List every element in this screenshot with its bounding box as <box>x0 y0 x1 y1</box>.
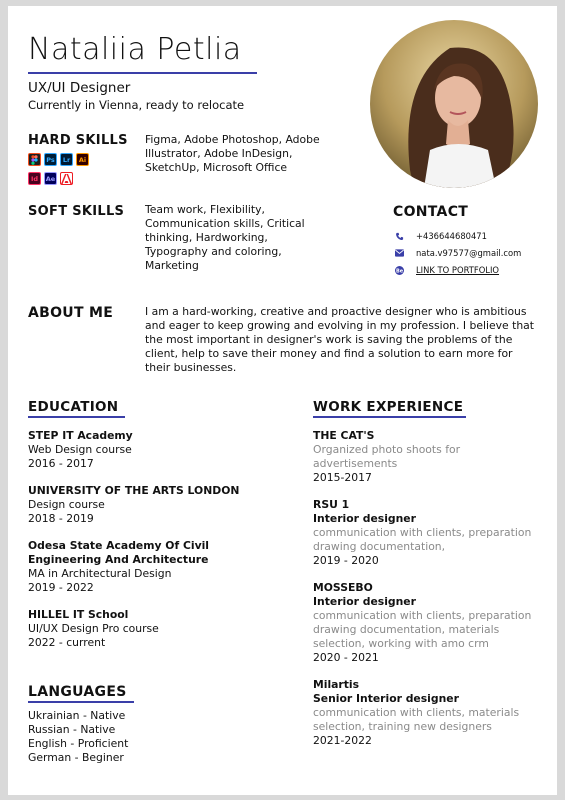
school-name: STEP IT Academy <box>28 429 133 442</box>
job-description: Organized photo shoots for <box>313 443 461 456</box>
soft-skills-line: thinking, Hardworking, <box>145 231 268 244</box>
language-item: German - Beginer <box>28 751 124 764</box>
contact-heading: CONTACT <box>393 204 469 220</box>
soft-skills-line: Team work, Flexibility, <box>145 203 265 216</box>
education-entry <box>28 484 288 526</box>
job-description: selection, working with amo crm <box>313 637 489 650</box>
after-effects-icon: Ae <box>44 172 57 185</box>
position-title: Interior designer <box>313 595 416 608</box>
education-years: 2022 - current <box>28 636 106 649</box>
job-title: UX/UI Designer <box>28 80 131 96</box>
about-line: their businesses. <box>145 361 237 374</box>
course-name: UI/UX Design Pro course <box>28 622 159 635</box>
about-heading: ABOUT ME <box>28 305 114 321</box>
phone-row <box>395 231 487 241</box>
figma-icon <box>28 153 41 166</box>
phone-icon <box>395 232 404 241</box>
work-heading: WORK EXPERIENCE <box>313 399 464 415</box>
work-list <box>313 429 553 761</box>
school-name: Odesa State Academy Of Civil <box>28 539 210 552</box>
phone-number: +436644680471 <box>416 231 487 241</box>
portfolio-row <box>395 265 499 275</box>
languages-list <box>28 709 128 765</box>
company-name: RSU 1 <box>313 498 350 511</box>
hard-skills-heading: HARD SKILLS <box>28 133 128 148</box>
education-years: 2018 - 2019 <box>28 512 94 525</box>
candidate-name: Nataliia Petlia <box>28 32 242 67</box>
education-heading: EDUCATION <box>28 399 119 415</box>
profile-photo <box>370 20 538 188</box>
software-icons <box>28 153 108 191</box>
job-description: communication with clients, materials <box>313 706 520 719</box>
company-name: MOSSEBO <box>313 581 373 594</box>
name-underline <box>28 72 257 74</box>
company-name: Milartis <box>313 678 360 691</box>
soft-skills-line: Typography and coloring, <box>145 245 282 258</box>
work-years: 2015-2017 <box>313 471 372 484</box>
email-icon <box>395 249 404 258</box>
work-years: 2020 - 2021 <box>313 651 379 664</box>
svg-text:Be: Be <box>395 267 404 274</box>
languages-underline <box>28 701 134 703</box>
hard-skills-text: Figma, Adobe Photoshop, Adobe Illustrator, Adobe InDesign, SketchUp, Microsoft Office <box>145 133 320 174</box>
email-row <box>395 248 521 258</box>
education-entry <box>28 608 288 650</box>
indesign-icon: Id <box>28 172 41 185</box>
about-line: the most important in designer's work is saving the problems of the <box>145 333 513 346</box>
languages-heading: LANGUAGES <box>28 684 127 700</box>
work-entry <box>313 498 553 568</box>
education-underline <box>28 416 125 418</box>
job-description: drawing documentation, materials <box>313 623 500 636</box>
work-entry <box>313 581 553 665</box>
course-name: Design course <box>28 498 105 511</box>
job-description: drawing documentation, <box>313 540 446 553</box>
course-name: MA in Architectural Design <box>28 567 172 580</box>
resume-page <box>8 6 557 795</box>
work-years: 2019 - 2020 <box>313 554 379 567</box>
job-description: communication with clients, preparation <box>313 526 532 539</box>
soft-skills-line: Marketing <box>145 259 199 272</box>
language-item: Russian - Native <box>28 723 116 736</box>
course-name: Web Design course <box>28 443 132 456</box>
education-years: 2016 - 2017 <box>28 457 94 470</box>
adobe-icon <box>60 172 73 185</box>
language-item: Ukrainian - Native <box>28 709 126 722</box>
company-name: THE CAT'S <box>313 429 375 442</box>
about-text <box>145 305 555 375</box>
soft-skills-list <box>145 203 365 273</box>
about-line: and eager to keep growing and evolving in my profession. I believe that <box>145 319 535 332</box>
position-title: Interior designer <box>313 512 416 525</box>
job-description: advertisements <box>313 457 398 470</box>
job-description: selection, training new designers <box>313 720 492 733</box>
school-name: UNIVERSITY OF THE ARTS LONDON <box>28 484 240 497</box>
work-years: 2021-2022 <box>313 734 372 747</box>
photoshop-icon: Ps <box>44 153 57 166</box>
about-line: client, help to save their money and find a solution to earn more for <box>145 347 513 360</box>
education-years: 2019 - 2022 <box>28 581 94 594</box>
lightroom-icon: Lr <box>60 153 73 166</box>
location-note: Currently in Vienna, ready to relocate <box>28 98 245 112</box>
education-entry <box>28 539 288 595</box>
work-underline <box>313 416 466 418</box>
job-description: communication with clients, preparation <box>313 609 532 622</box>
education-list <box>28 429 288 663</box>
work-entry <box>313 678 553 748</box>
soft-skills-line: Communication skills, Critical <box>145 217 305 230</box>
about-line: I am a hard-working, creative and proactive designer who is ambitious <box>145 305 527 318</box>
language-item: English - Proficient <box>28 737 129 750</box>
email-address[interactable]: nata.v97577@gmail.com <box>416 248 522 258</box>
behance-icon <box>395 266 404 275</box>
position-title: Senior Interior designer <box>313 692 459 705</box>
education-entry <box>28 429 288 471</box>
portfolio-link[interactable]: LINK TO PORTFOLIO <box>416 265 500 275</box>
illustrator-icon: Ai <box>76 153 89 166</box>
school-name: HILLEL IT School <box>28 608 129 621</box>
school-name: Engineering And Architecture <box>28 553 209 566</box>
soft-skills-heading: SOFT SKILLS <box>28 204 125 219</box>
work-entry <box>313 429 553 485</box>
